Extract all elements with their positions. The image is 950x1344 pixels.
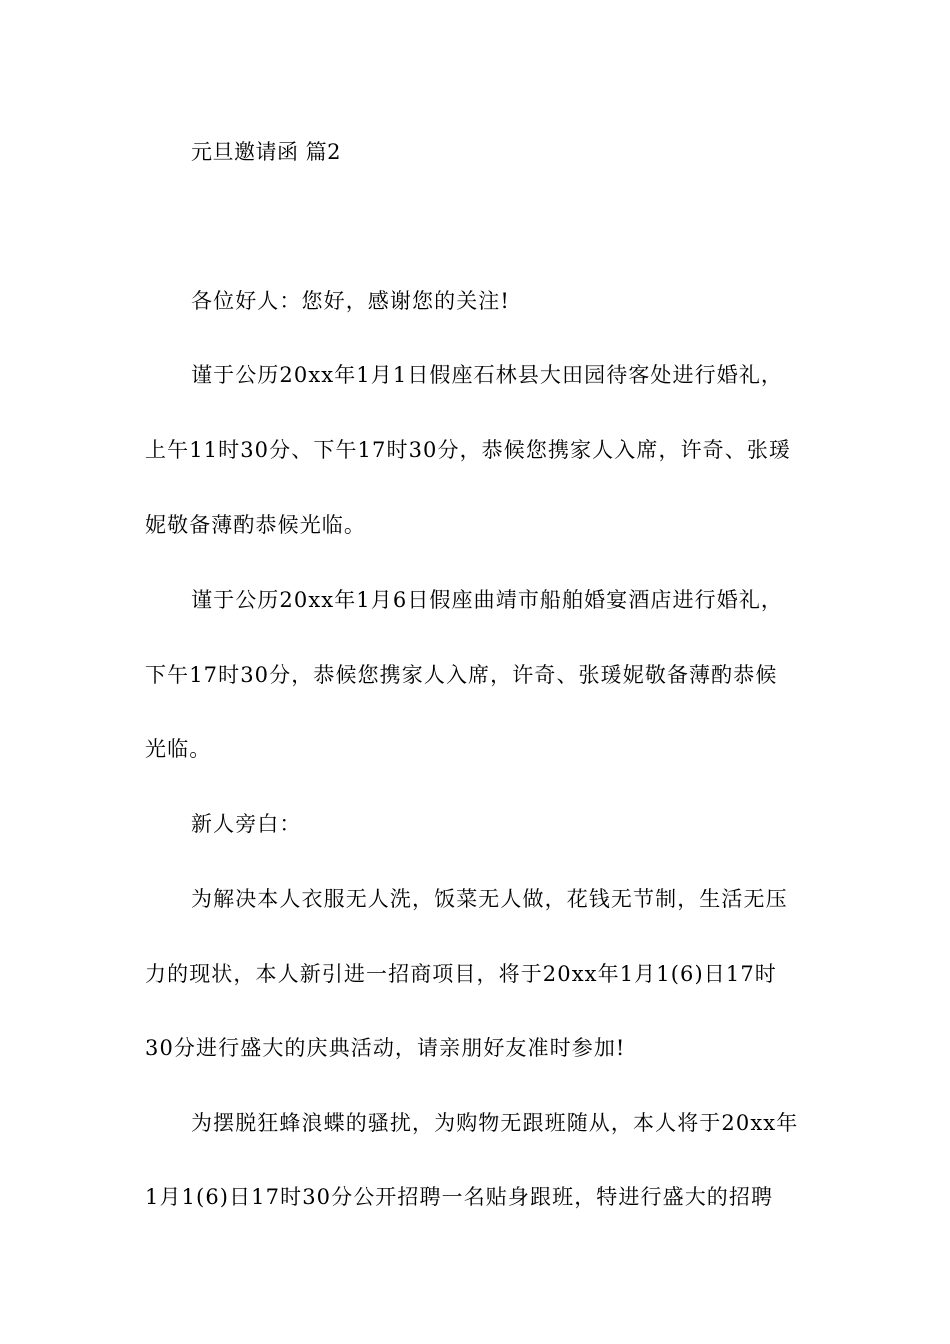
paragraph-line: 光临。: [145, 737, 212, 761]
paragraph-line: 为解决本人衣服无人洗，饭菜无人做，花钱无节制，生活无压: [191, 887, 788, 911]
paragraph-line: 1月1(6)日17时30分公开招聘一名贴身跟班，特进行盛大的招聘: [145, 1185, 774, 1209]
paragraph-line: 妮敬备薄酌恭候光临。: [145, 513, 366, 537]
document-title: 元旦邀请函 篇2: [191, 140, 342, 164]
paragraph-line: 谨于公历20xx年1月1日假座石林县大田园待客处进行婚礼，: [191, 363, 784, 387]
paragraph-line: 为摆脱狂蜂浪蝶的骚扰，为购物无跟班随从，本人将于20xx年: [191, 1111, 799, 1135]
paragraph-line: 力的现状，本人新引进一招商项目，将于20xx年1月1(6)日17时: [145, 962, 777, 986]
greeting-line: 各位好人：您好，感谢您的关注!: [191, 289, 510, 313]
section-heading: 新人旁白：: [191, 812, 302, 836]
paragraph-line: 上午11时30分、下午17时30分，恭候您携家人入席，许奇、张瑗: [145, 438, 792, 462]
paragraph-line: 30分进行盛大的庆典活动，请亲朋好友准时参加!: [145, 1036, 626, 1060]
paragraph-line: 谨于公历20xx年1月6日假座曲靖市船舶婚宴酒店进行婚礼，: [191, 588, 784, 612]
paragraph-line: 下午17时30分，恭候您携家人入席，许奇、张瑗妮敬备薄酌恭候: [145, 663, 778, 687]
